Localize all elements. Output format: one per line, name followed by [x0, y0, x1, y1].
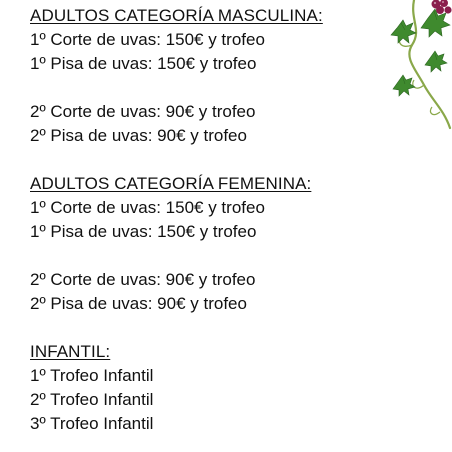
- prize-line: 2º Pisa de uvas: 90€ y trofeo: [30, 126, 247, 145]
- prize-line: 1º Trofeo Infantil: [30, 366, 154, 385]
- grapevine-icon: [352, 0, 452, 135]
- spacer: [30, 244, 430, 268]
- prize-line: 2º Trofeo Infantil: [30, 390, 154, 409]
- section-heading-femenina: ADULTOS CATEGORÍA FEMENINA:: [30, 174, 312, 193]
- prize-line: 1º Pisa de uvas: 150€ y trofeo: [30, 54, 257, 73]
- prize-line: 1º Corte de uvas: 150€ y trofeo: [30, 198, 265, 217]
- section-heading-masculina: ADULTOS CATEGORÍA MASCULINA:: [30, 6, 323, 25]
- prize-line: 2º Corte de uvas: 90€ y trofeo: [30, 270, 256, 289]
- spacer: [30, 148, 430, 172]
- prize-line: 1º Corte de uvas: 150€ y trofeo: [30, 30, 265, 49]
- prize-line: 2º Corte de uvas: 90€ y trofeo: [30, 102, 256, 121]
- spacer: [30, 316, 430, 340]
- section-heading-infantil: INFANTIL:: [30, 342, 111, 361]
- prize-line: 2º Pisa de uvas: 90€ y trofeo: [30, 294, 247, 313]
- prize-line: 3º Trofeo Infantil: [30, 414, 154, 433]
- prize-line: 1º Pisa de uvas: 150€ y trofeo: [30, 222, 257, 241]
